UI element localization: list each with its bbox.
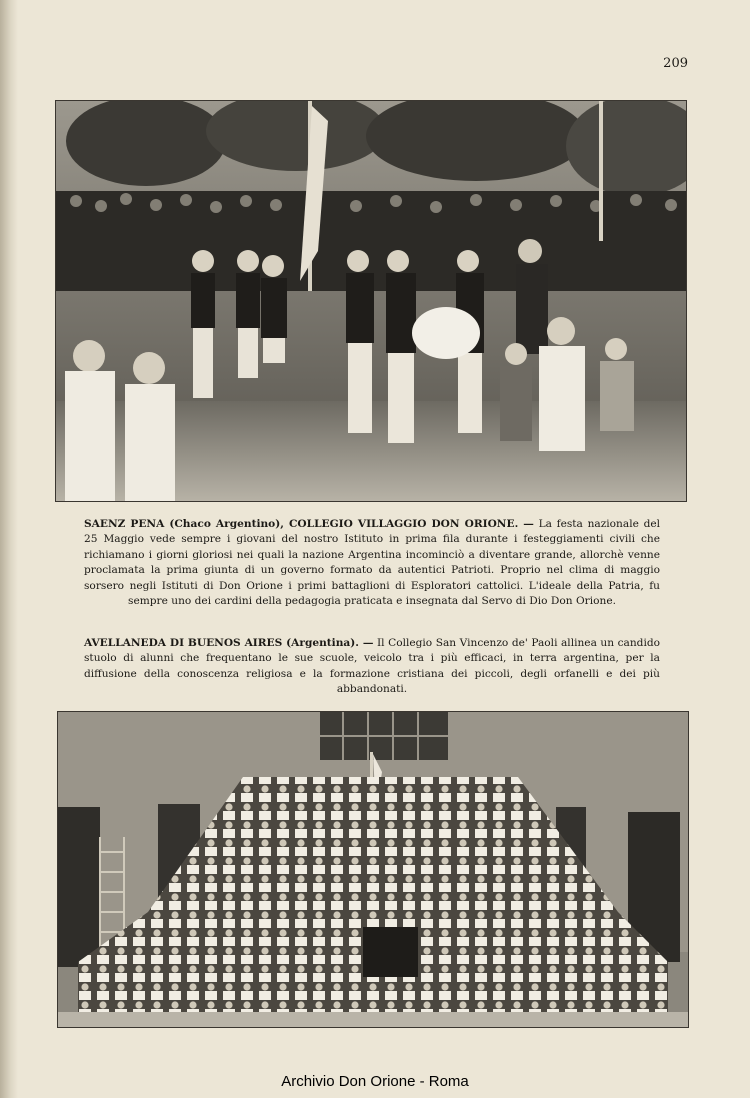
archive-footer: Archivio Don Orione - Roma (281, 1073, 469, 1090)
caption-saenz-pena-body: La festa nazionale del 25 Maggio vede sempre i giovani del nostro Istituto in prima fila durante i festeggiamenti civili che richiamano i giorni gloriosi nei quali la nazione Argentina incominciò a diventare grande, allorchè venne proclamata la prima giunta di un governo formato da autentici Patrioti. Proprio nel clima di maggio sorsero negli Istituti di Don Orione i primi battaglioni di Esploratori cattolici. L'ideale della Patria, fu sempre uno dei cardini della pedagogia praticata e insegnata dal Servo di Dio Don Orione. (84, 518, 661, 608)
caption-saenz-pena-lead: SAENZ PENA (Chaco Argentino), COLLEGIO VILLAGGIO DON ORIONE. — (84, 518, 534, 530)
page-binding-edge (0, 0, 18, 1098)
caption-avellaneda (84, 636, 660, 698)
photo-avellaneda-image (58, 712, 688, 1027)
photo-avellaneda (57, 711, 689, 1028)
caption-avellaneda-body: Il Collegio San Vincenzo de' Paoli allinea un candido stuolo di alunni che frequentano le sue scuole, veicolo tra i più efficaci, in terra argentina, per la diffusione della conoscenza religiosa e la formazione cristiana dei piccoli, degli orfanelli e dei più abbandonati. (84, 637, 660, 696)
page-number: 209 (663, 56, 688, 71)
caption-saenz-pena (84, 517, 660, 609)
photo-saenz-pena (55, 100, 687, 502)
photo-saenz-pena-image (56, 101, 686, 501)
caption-avellaneda-lead: AVELLANEDA DI BUENOS AIRES (Argentina). — (84, 637, 374, 649)
